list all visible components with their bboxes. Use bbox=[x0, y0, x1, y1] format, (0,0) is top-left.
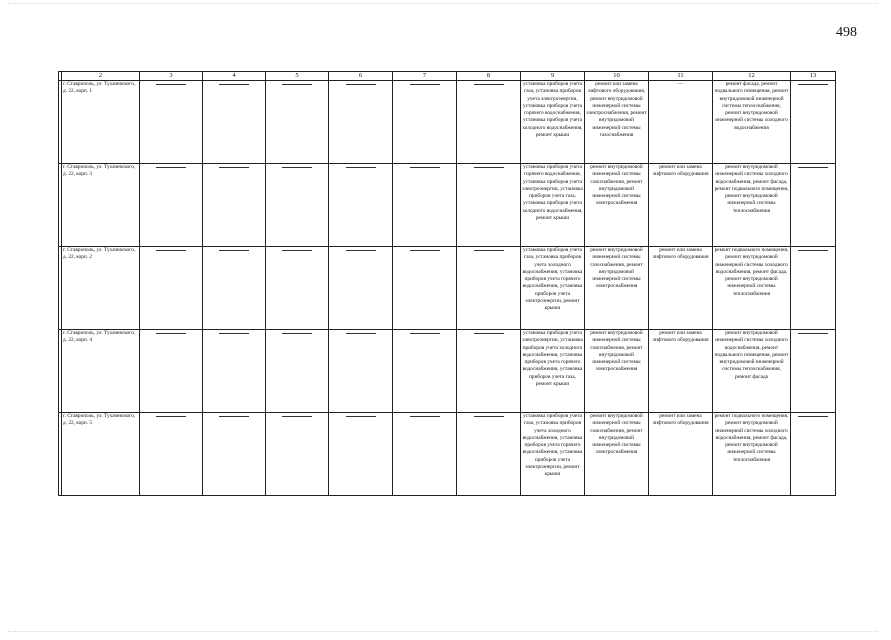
header-cell: 2 bbox=[62, 72, 140, 81]
empty-cell-dash bbox=[266, 413, 329, 496]
row-address: г. Ставрополь, ул. Тухачевского, д. 22, корп. 1 bbox=[62, 81, 140, 164]
header-cell: 5 bbox=[266, 72, 329, 81]
empty-cell-dash bbox=[140, 413, 203, 496]
empty-cell-dash bbox=[457, 81, 521, 164]
header-cell: 12 bbox=[713, 72, 791, 81]
cell-col9: установка приборов учета горячего водоснабжения, установка приборов учета электроэнергии, установка приборов учета газа, установка приборов учета холодного водоснабжения, ремонт крыши bbox=[521, 164, 585, 247]
empty-cell-dash bbox=[457, 413, 521, 496]
cell-col12: ремонт подвального помещения, ремонт внутридомовой инженерной системы холодного водоснабжения, ремонт фасада, ремонт внутридомовой инженерной системы теплоснабжения bbox=[713, 413, 791, 496]
cell-col12: ремонт фасада, ремонт подвального помещения, ремонт внутридомовой инженерной системы теплоснабжения, ремонт внутридомовой инженерной системы холодного водоснабжения bbox=[713, 81, 791, 164]
empty-cell-dash bbox=[203, 81, 266, 164]
empty-cell-dash bbox=[393, 330, 457, 413]
cell-col9: установка приборов учета газа, установка приборов учета холодного водоснабжения, установка приборов учета горячего водоснабжения, установка приборов учета электроэнергии, ремонт крыши bbox=[521, 247, 585, 330]
empty-cell-dash bbox=[140, 330, 203, 413]
header-cell: 9 bbox=[521, 72, 585, 81]
empty-cell-dash bbox=[140, 247, 203, 330]
empty-cell-dash bbox=[266, 330, 329, 413]
empty-cell-dash bbox=[393, 164, 457, 247]
empty-cell-dash bbox=[791, 81, 836, 164]
row-address: г. Ставрополь, ул. Тухачевского, д. 22, корп. 4 bbox=[62, 330, 140, 413]
cell-col12: ремонт внутридомовой инженерной системы холодного водоснабжения, ремонт подвального помещения, ремонт внутридомовой инженерной системы теплоснабжения, ремонт фасада bbox=[713, 330, 791, 413]
empty-cell-dash bbox=[140, 164, 203, 247]
header-cell: 11 bbox=[649, 72, 713, 81]
row-address: г. Ставрополь, ул. Тухачевского, д. 22, корп. 2 bbox=[62, 247, 140, 330]
empty-cell-dash bbox=[393, 81, 457, 164]
empty-cell-dash bbox=[329, 81, 393, 164]
empty-cell-dash bbox=[266, 247, 329, 330]
header-cell: 6 bbox=[329, 72, 393, 81]
cell-col11: ремонт или замена лифтового оборудования bbox=[649, 413, 713, 496]
empty-cell-dash bbox=[791, 247, 836, 330]
empty-cell-dash bbox=[329, 330, 393, 413]
header-cell: 3 bbox=[140, 72, 203, 81]
cell-col11: ремонт или замена лифтового оборудования bbox=[649, 164, 713, 247]
empty-cell-dash bbox=[791, 413, 836, 496]
cell-col12: ремонт внутридомовой инженерной системы холодного водоснабжения, ремонт фасада, ремонт подвального помещения, ремонт внутридомовой инженерной системы теплоснабжения bbox=[713, 164, 791, 247]
cell-col10: ремонт внутридомовой инженерной системы газоснабжения, ремонт внутридомовой инженерной системы электроснабжения bbox=[585, 164, 649, 247]
empty-cell-dash bbox=[203, 413, 266, 496]
row-address: г. Ставрополь, ул. Тухачевского, д. 22, корп. 5 bbox=[62, 413, 140, 496]
table-row bbox=[59, 247, 836, 330]
empty-cell-dash bbox=[140, 81, 203, 164]
cell-col12: ремонт подвального помещения, ремонт внутридомовой инженерной системы холодного водоснабжения, ремонт фасада, ремонт внутридомовой инженерной системы теплоснабжения bbox=[713, 247, 791, 330]
empty-cell-dash bbox=[393, 247, 457, 330]
empty-cell-dash bbox=[203, 247, 266, 330]
table-row bbox=[59, 413, 836, 496]
cell-col10: ремонт или замена лифтового оборудования, ремонт внутридомовой инженерной системы электроснабжения, ремонт внутридомовой инженерной системы газоснабжения bbox=[585, 81, 649, 164]
cell-col9: установка приборов учета газа, установка приборов учета холодного водоснабжения, установка приборов учета горячего водоснабжения, установка приборов учета электроэнергии, ремонт крыши bbox=[521, 413, 585, 496]
empty-cell-dash bbox=[791, 330, 836, 413]
cell-col11: ремонт или замена лифтового оборудования bbox=[649, 330, 713, 413]
empty-cell-dash bbox=[457, 164, 521, 247]
empty-cell-dash bbox=[791, 164, 836, 247]
empty-cell-dash bbox=[457, 247, 521, 330]
header-cell: 13 bbox=[791, 72, 836, 81]
repair-schedule-table bbox=[58, 71, 836, 496]
empty-cell-dash bbox=[203, 330, 266, 413]
row-address: г. Ставрополь, ул. Тухачевского, д. 22, корп. 3 bbox=[62, 164, 140, 247]
empty-cell-dash bbox=[329, 413, 393, 496]
empty-cell-dash bbox=[329, 164, 393, 247]
scan-edge-bottom bbox=[8, 631, 878, 632]
header-cell: 4 bbox=[203, 72, 266, 81]
table-row bbox=[59, 164, 836, 247]
empty-cell-dash bbox=[266, 164, 329, 247]
empty-cell-dash bbox=[457, 330, 521, 413]
table-row bbox=[59, 81, 836, 164]
header-cell: 7 bbox=[393, 72, 457, 81]
header-cell: 8 bbox=[457, 72, 521, 81]
table-row bbox=[59, 330, 836, 413]
cell-col9: установка приборов учета электроэнергии, установка приборов учета холодного водоснабжения, установка приборов учета горячего водоснабжения, установка приборов учета газа, ремонт крыши bbox=[521, 330, 585, 413]
cell-col11: — bbox=[649, 81, 713, 164]
empty-cell-dash bbox=[393, 413, 457, 496]
cell-col10: ремонт внутридомовой инженерной системы газоснабжения, ремонт внутридомовой инженерной системы электроснабжения bbox=[585, 247, 649, 330]
empty-cell-dash bbox=[266, 81, 329, 164]
empty-cell-dash bbox=[203, 164, 266, 247]
cell-col10: ремонт внутридомовой инженерной системы газоснабжения, ремонт внутридомовой инженерной системы электроснабжения bbox=[585, 330, 649, 413]
page-number: 498 bbox=[836, 25, 857, 40]
cell-col9: установка приборов учета газа, установка приборов учета электроэнергии, установка приборов учета горячего водоснабжения, установка приборов учета холодного водоснабжения, ремонт крыши bbox=[521, 81, 585, 164]
cell-col11: ремонт или замена лифтового оборудования bbox=[649, 247, 713, 330]
cell-col10: ремонт внутридомовой инженерной системы газоснабжения, ремонт внутридомовой инженерной системы электроснабжения bbox=[585, 413, 649, 496]
empty-cell-dash bbox=[329, 247, 393, 330]
header-row bbox=[59, 72, 836, 81]
scan-edge-top bbox=[8, 3, 878, 4]
header-cell: 10 bbox=[585, 72, 649, 81]
